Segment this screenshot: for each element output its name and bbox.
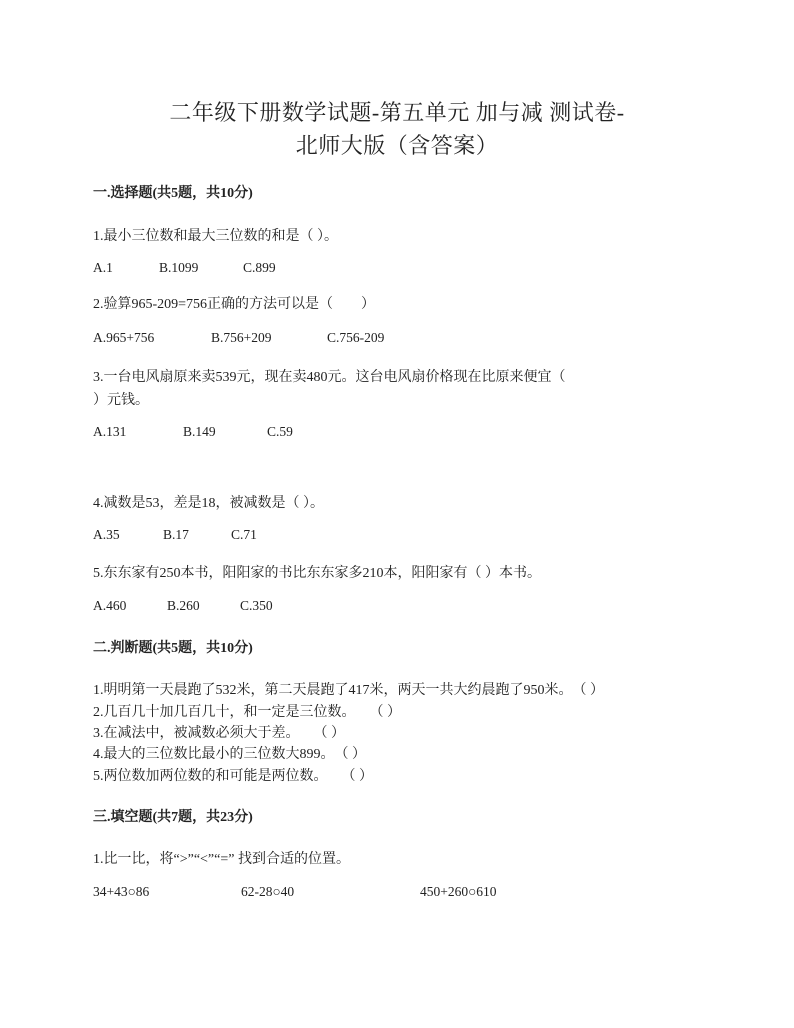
question-text: 4.减数是53，差是18，被减数是（ ）。 bbox=[93, 496, 324, 511]
question-text: 1.最小三位数和最大三位数的和是（ ）。 bbox=[93, 229, 338, 244]
question-text: 1.比一比，将“>”“<”“=” 找到合适的位置。 bbox=[93, 852, 350, 867]
option-b: B.756+209 bbox=[211, 330, 272, 345]
option-b: B.149 bbox=[183, 424, 216, 439]
option-c: C.350 bbox=[240, 598, 273, 613]
question-text: 3.一台电风扇原来卖539元，现在卖480元。这台电风扇价格现在比原来便宜（ bbox=[93, 370, 566, 385]
judgement-item: 4.最大的三位数比最小的三位数大899。 （ ） bbox=[93, 747, 366, 762]
comparison-item: 450+260○610 bbox=[420, 884, 497, 899]
section-heading-fill: 三.填空题(共7题，共23分) bbox=[93, 810, 253, 825]
option-a: A.460 bbox=[93, 598, 127, 613]
comparison-item: 62-28○40 bbox=[241, 884, 295, 899]
page-title-line2: 北师大版（含答案） bbox=[295, 133, 499, 158]
option-c: C.756-209 bbox=[327, 330, 385, 345]
question-text: 2.验算965-209=756正确的方法可以是（ ） bbox=[93, 297, 376, 312]
option-a: A.131 bbox=[93, 424, 127, 439]
question-text: 5.东东家有250本书，阳阳家的书比东东家多210本，阳阳家有（ ）本书。 bbox=[93, 566, 541, 581]
option-a: A.1 bbox=[93, 260, 113, 275]
judgement-item: 2.几百几十加几百几十，和一定是三位数。 （ ） bbox=[93, 705, 401, 720]
option-c: C.899 bbox=[243, 260, 276, 275]
option-c: C.71 bbox=[231, 527, 257, 542]
option-a: A.965+756 bbox=[93, 330, 155, 345]
page-title-line1: 二年级下册数学试题-第五单元 加与减 测试卷- bbox=[169, 100, 625, 125]
option-a: A.35 bbox=[93, 527, 120, 542]
section-heading-choice: 一.选择题(共5题，共10分) bbox=[93, 186, 253, 201]
question-text-continued: ）元钱。 bbox=[93, 393, 149, 408]
option-c: C.59 bbox=[267, 424, 293, 439]
comparison-item: 34+43○86 bbox=[93, 884, 150, 899]
judgement-item: 3.在减法中，被减数必须大于差。 （ ） bbox=[93, 726, 345, 741]
judgement-item: 5.两位数加两位数的和可能是两位数。 （ ） bbox=[93, 769, 373, 784]
option-b: B.17 bbox=[163, 527, 189, 542]
section-heading-judgement: 二.判断题(共5题，共10分) bbox=[93, 641, 253, 656]
option-b: B.1099 bbox=[159, 260, 199, 275]
judgement-item: 1.明明第一天晨跑了532米，第二天晨跑了417米，两天一共大约晨跑了950米。 （ ） bbox=[93, 683, 604, 698]
option-b: B.260 bbox=[167, 598, 200, 613]
